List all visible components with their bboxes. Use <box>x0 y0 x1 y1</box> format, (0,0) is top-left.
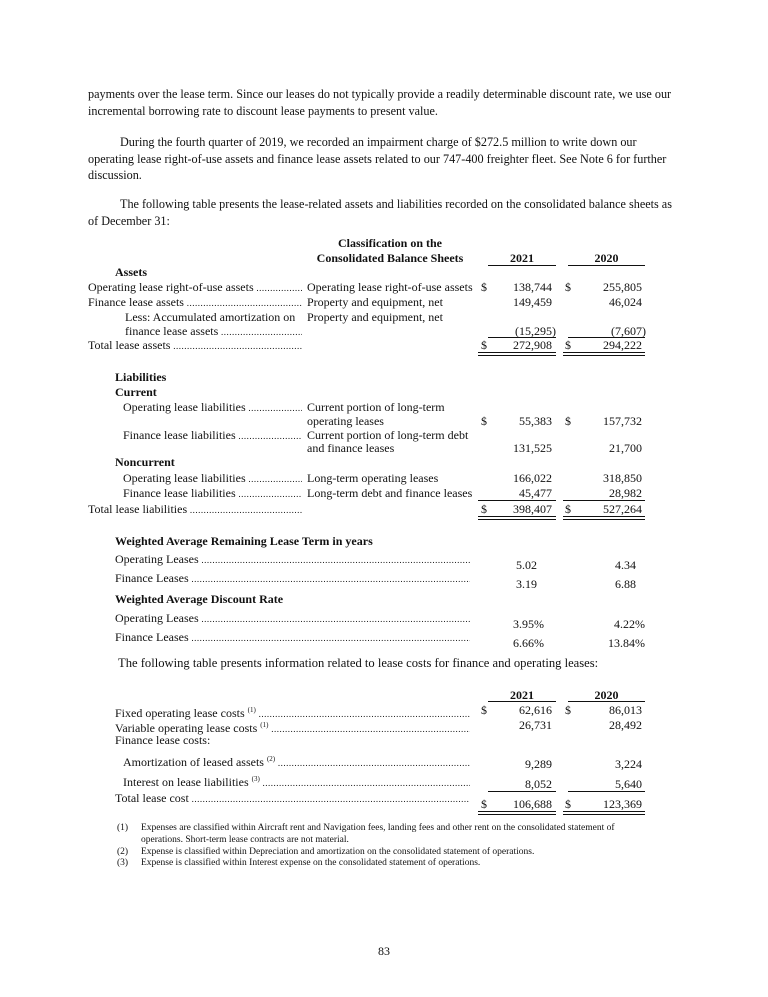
value-2021: 45,477 <box>519 486 552 500</box>
row-label: Operating lease liabilities ..... <box>123 471 302 486</box>
dollar-sign: $ <box>565 703 571 717</box>
footnote-text: operations. Short-term lease contracts are not material. <box>141 835 349 845</box>
row-label: Finance Leases ..... <box>115 571 470 586</box>
value-2020: 28,492 <box>609 718 642 732</box>
value-2021: 131,525 <box>513 441 552 455</box>
footnote-number: (1) <box>117 823 129 833</box>
footnote-number: (2) <box>117 847 129 857</box>
value-2020: 21,700 <box>609 441 642 455</box>
footnote-text: Expense is classified within Depreciation and amortization on the consolidated statement of operations. <box>141 847 535 857</box>
row-label: Total lease cost ..... <box>115 791 470 806</box>
dollar-sign: $ <box>565 797 571 811</box>
value-2020: 294,222 <box>603 338 642 352</box>
dollar-sign: $ <box>481 703 487 717</box>
dollar-sign: $ <box>481 338 487 352</box>
paragraph-discount-rate: payments over the lease term. Since our leases do not typically provide a readily determinable discount rate, we use our incremental borrowing rate to discount lease payments to present value. <box>88 87 672 118</box>
dollar-sign: $ <box>481 280 487 294</box>
dollar-sign: $ <box>481 414 487 428</box>
value-2020: 123,369 <box>603 797 642 811</box>
current-heading: Current <box>115 385 157 399</box>
row-label: Operating Leases ..... <box>115 611 470 626</box>
value-2020: 157,732 <box>603 414 642 428</box>
row-classification: Operating lease right-of-use assets <box>307 280 473 294</box>
value-2021: 5.02 <box>516 558 537 572</box>
dollar-sign: $ <box>481 797 487 811</box>
row-label: Less: Accumulated amortization on <box>125 310 296 324</box>
value-2021: 398,407 <box>513 502 552 516</box>
value-2021: 9,289 <box>525 757 552 771</box>
value-2021: 3.95% <box>513 617 544 631</box>
value-2021: 55,383 <box>519 414 552 428</box>
footnote-ref: (2) <box>266 755 276 763</box>
value-2021: 138,744 <box>513 280 552 294</box>
value-2021: 8,052 <box>525 777 552 791</box>
page-number: 83 <box>378 944 390 958</box>
row-label: Operating Leases ..... <box>115 552 470 567</box>
dollar-sign: $ <box>565 338 571 352</box>
value-2021: (15,295) <box>515 324 556 338</box>
value-2021: 149,459 <box>513 295 552 309</box>
year-2021-header: 2021 <box>510 251 534 265</box>
footnote-text: Expenses are classified within Aircraft rent and Navigation fees, landing fees and other rent on the consolidated statement of <box>141 823 615 833</box>
row-label: Finance lease liabilities ..... <box>123 428 302 443</box>
dollar-sign: $ <box>565 414 571 428</box>
footnote-ref: (3) <box>251 775 260 783</box>
value-2021: 62,616 <box>519 703 552 717</box>
row-classification: operating leases <box>307 414 384 428</box>
row-classification: Property and equipment, net <box>307 310 443 324</box>
year-2020-header: 2020 <box>594 251 619 265</box>
liabilities-heading: Liabilities <box>115 370 167 384</box>
value-2021: 26,731 <box>519 718 552 732</box>
row-classification: Property and equipment, net <box>307 295 443 309</box>
footnote-ref: (1) <box>260 721 269 729</box>
value-2020: 6.88 <box>615 577 636 591</box>
dollar-sign: $ <box>565 502 571 516</box>
value-2021: 3.19 <box>516 577 537 591</box>
value-2021: 166,022 <box>513 471 552 485</box>
row-label: Operating lease right-of-use assets ..... <box>88 280 302 295</box>
row-label: Amortization of leased assets $^{(2)}$ ..... <box>123 752 470 770</box>
row-label: Variable operating lease costs $^{(1)}$ ..... <box>115 718 470 736</box>
value-2020: 318,850 <box>603 471 642 485</box>
value-2020: 86,013 <box>609 703 642 717</box>
assets-heading: Assets <box>115 265 147 279</box>
finance-lease-costs-heading: Finance lease costs: <box>115 733 211 747</box>
lease-term-heading: Weighted Average Remaining Lease Term in years <box>115 534 373 548</box>
dollar-sign: $ <box>481 502 487 516</box>
row-classification: Current portion of long-term debt <box>307 428 469 442</box>
value-2020: 255,805 <box>603 280 642 294</box>
paragraph-lease-costs-intro: The following table presents information related to lease costs for finance and operating leases: <box>118 656 599 670</box>
row-classification: and finance leases <box>307 441 395 455</box>
value-2020: 46,024 <box>609 295 642 309</box>
footnote-ref: (1) <box>247 706 256 714</box>
row-label: Interest on lease liabilities $^{(3)}$ ..... <box>123 772 470 790</box>
year-2020-header: 2020 <box>594 688 619 702</box>
value-2020: 527,264 <box>603 502 642 516</box>
discount-rate-heading: Weighted Average Discount Rate <box>115 592 284 606</box>
row-label: finance lease assets ..... <box>125 324 302 339</box>
footnote-text: Expense is classified within Interest expense on the consolidated statement of operations. <box>141 858 481 868</box>
value-2020: (7,607) <box>611 324 646 338</box>
value-2020: 28,982 <box>609 486 642 500</box>
value-2020: 3,224 <box>615 757 642 771</box>
row-label: Fixed operating lease costs $^{(1)}$ ..... <box>115 703 470 721</box>
noncurrent-heading: Noncurrent <box>115 455 175 469</box>
row-classification: Current portion of long-term <box>307 400 445 414</box>
row-classification: Long-term operating leases <box>307 471 439 485</box>
value-2021: 106,688 <box>513 797 552 811</box>
value-2020: 4.34 <box>615 558 636 572</box>
dollar-sign: $ <box>565 280 571 294</box>
value-2021: 272,908 <box>513 338 552 352</box>
row-label: Finance lease liabilities ..... <box>123 486 302 501</box>
row-label: Finance lease assets ..... <box>88 295 302 310</box>
paragraph-table-intro: The following table presents the lease-related assets and liabilities recorded on the consolidated balance sheets as of December 31: <box>88 197 672 228</box>
row-label: Operating lease liabilities ..... <box>123 400 302 415</box>
value-2020: 13.84% <box>608 636 645 650</box>
value-2020: 4.22% <box>614 617 645 631</box>
value-2020: 5,640 <box>615 777 642 791</box>
paragraph-impairment: During the fourth quarter of 2019, we recorded an impairment charge of $272.5 million to write down our operating lease right-of-use assets and finance lease assets related to our 747-400 freighter fleet. See Note 6 for further discussion. <box>88 135 667 182</box>
row-label: Total lease liabilities ..... <box>88 502 302 517</box>
value-2021: 6.66% <box>513 636 544 650</box>
classification-header-line1: Classification on the <box>337 236 442 250</box>
row-label: Finance Leases ..... <box>115 630 470 645</box>
footnote-number: (3) <box>117 858 129 868</box>
classification-header-line2: Consolidated Balance Sheets <box>316 251 464 265</box>
row-classification: Long-term debt and finance leases <box>307 486 473 500</box>
row-label: Total lease assets ..... <box>88 338 302 353</box>
year-2021-header: 2021 <box>510 688 534 702</box>
